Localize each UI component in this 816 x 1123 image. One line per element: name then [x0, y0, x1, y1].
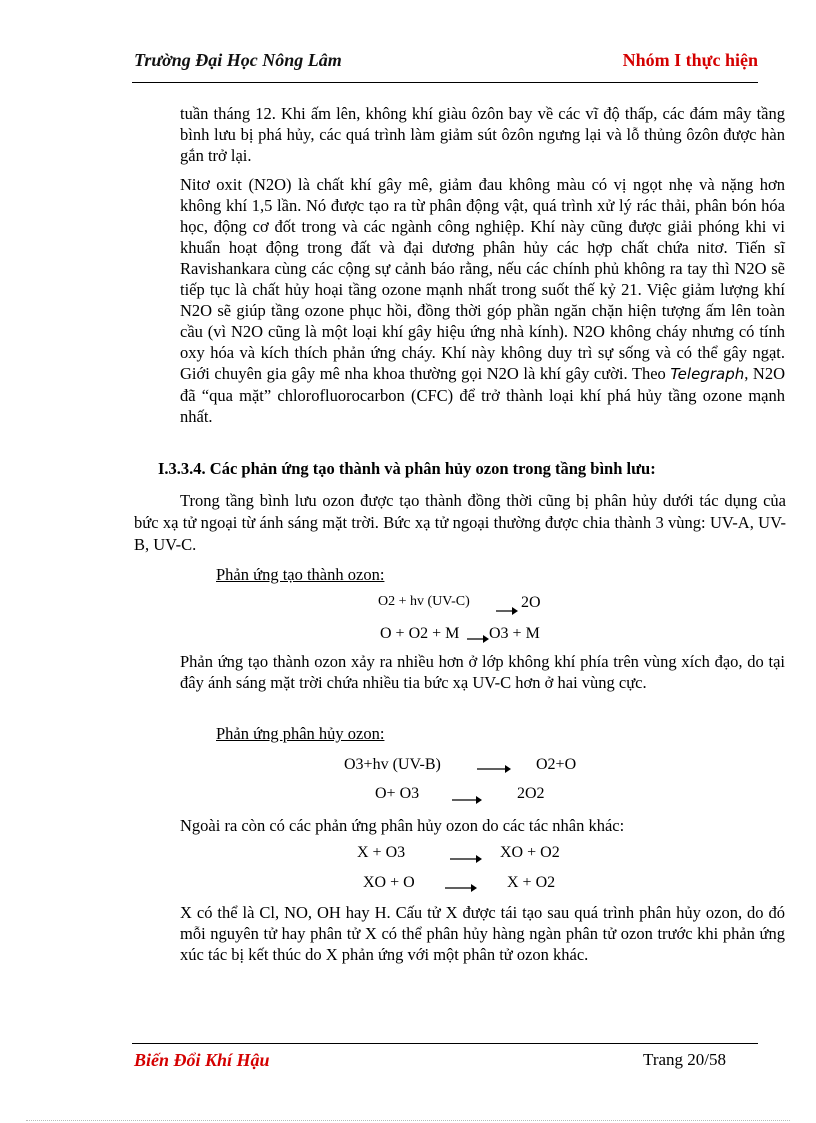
reaction-arrow-icon	[496, 606, 518, 616]
equation-catalytic-2-left: XO + O	[363, 874, 415, 891]
header-school-name: Trường Đại Học Nông Lâm	[134, 50, 342, 70]
reaction-arrow-icon	[450, 854, 482, 864]
paragraph-ozone-hole: tuần tháng 12. Khi ấm lên, không khí giàu ôzôn bay về các vĩ độ thấp, các đám mây tầng bình lưu bị phá hủy, các quá trình làm giảm sút ôzôn ngưng lại và lỗ thủng ôzôn được hàn gắn trở lại.	[180, 104, 785, 165]
header-group-name: Nhóm I thực hiện	[622, 50, 758, 70]
paragraph-other-agents: Ngoài ra còn có các phản ứng phân hủy ozon do các tác nhân khác:	[180, 816, 625, 835]
reaction-arrow-icon	[477, 764, 511, 774]
page-number: Trang 20/58	[643, 1050, 726, 1069]
equation-catalytic-2-right: X + O2	[507, 874, 556, 891]
paragraph-n2o-text-2: , N2O đã “qua mặt” chlorofluorocarbon (CFC) để trở thành loại khí phá hủy tầng ozone mạnh nhất.	[180, 364, 785, 426]
header-divider	[132, 82, 758, 84]
subheading-formation: Phản ứng tạo thành ozon:	[216, 565, 385, 584]
equation-formation-2-left: O + O2 + M	[380, 625, 460, 642]
equation-decomposition-2-right: 2O2	[517, 785, 545, 802]
page-break-line	[26, 1120, 790, 1121]
paragraph-catalyst-x: X có thể là Cl, NO, OH hay H. Cấu tử X được tái tạo sau quá trình phân hủy ozon, do đó mỗi nguyên tử hay phân tử X có thể phân hủy hàng ngàn phân tử ozon trước khi phản ứng xúc tác bị kết thúc do X phản ứng với một phân tử ozon khác.	[180, 903, 785, 964]
section-heading: I.3.3.4. Các phản ứng tạo thành và phân hủy ozon trong tầng bình lưu:	[158, 459, 656, 478]
paragraph-equator: Phản ứng tạo thành ozon xảy ra nhiều hơn ở lớp không khí phía trên vùng xích đạo, do tại đây ánh sáng mặt trời chứa nhiều tia bức xạ UV-C hơn ở hai vùng cực.	[180, 652, 785, 692]
equation-catalytic-1-left: X + O3	[357, 844, 406, 861]
equation-formation-1-left: O2 + hv (UV-C)	[378, 594, 470, 609]
equation-formation-2-right: O3 + M	[489, 625, 540, 642]
paragraph-n2o	[180, 174, 785, 427]
reaction-arrow-icon	[452, 795, 482, 805]
equation-decomposition-1-left: O3+hv (UV-B)	[344, 756, 441, 773]
reaction-arrow-icon	[445, 883, 477, 893]
equation-decomposition-2-left: O+ O3	[375, 785, 420, 802]
paragraph-n2o-text-1: Nitơ oxit (N2O) là chất khí gây mê, giảm đau không màu có vị ngọt nhẹ và nặng hơn không khí 1,5 lần. Nó được tạo ra từ phân động vật, quá trình xử lý rác thải, phân bón hóa học, động cơ đốt trong và các ngành công nghiệp. Khí này cũng được giải phóng khi vi khuẩn hoạt động trong đất và đại dương phân hủy các hợp chất chứa nitơ. Tiến sĩ Ravishankara cùng các cộng sự cảnh báo rằng, nếu các chính phủ không ra tay thì N2O sẽ tiếp tục là chất hủy hoại tầng ozone mạnh nhất trong suốt thế kỷ 21. Việc giảm lượng khí N2O sẽ giúp tầng ozone phục hồi, đồng thời góp phần ngăn chặn hiện tượng ấm lên toàn cầu (vì N2O cũng là một loại khí gây hiệu ứng nhà kính). N2O không cháy nhưng có tính oxy hóa và kích thích phản ứng cháy. Khí này không duy trì sự sống và có thể gây ngạt. Giới chuyên gia gây mê nha khoa thường gọi N2O là khí gây cười. Theo	[180, 175, 785, 383]
reaction-arrow-icon	[467, 634, 489, 644]
equation-formation-1-right: 2O	[521, 594, 541, 611]
equation-decomposition-1-right: O2+O	[536, 756, 577, 773]
paragraph-n2o-source: Telegraph	[670, 365, 745, 383]
equation-catalytic-1-right: XO + O2	[500, 844, 560, 861]
subheading-decomposition: Phản ứng phân hủy ozon:	[216, 724, 385, 743]
footer-divider	[132, 1043, 758, 1044]
footer-title: Biến Đổi Khí Hậu	[134, 1050, 270, 1070]
paragraph-uv-intro: Trong tầng bình lưu ozon được tạo thành đồng thời cũng bị phân hủy dưới tác dụng của bức xạ tử ngoại từ ánh sáng mặt trời. Bức xạ tử ngoại thường được chia thành 3 vùng: UV-A, UV-B, UV-C.	[134, 491, 786, 554]
